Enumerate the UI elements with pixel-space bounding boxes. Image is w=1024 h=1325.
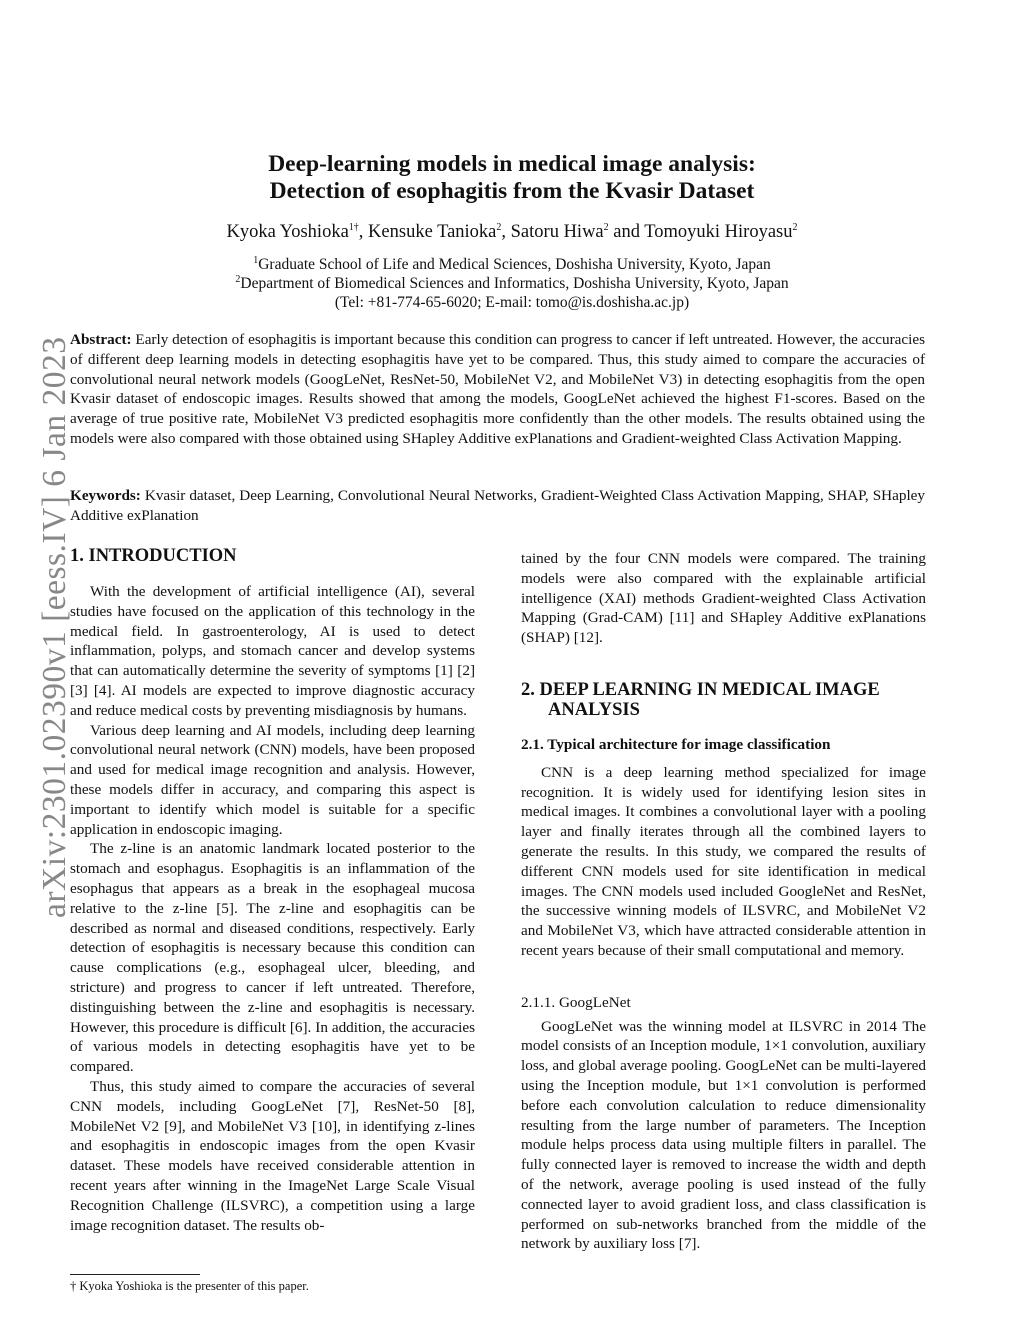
paragraph: Thus, this study aimed to compare the accuracies of several CNN models, including GoogLeNet [7], ResNet-50 [8], MobileNet V2 [9], and MobileNet V3 [10], in identifying z-lines and esophagitis in endoscopic images from the open Kvasir dataset. These models have received considerable attention in recent years after winning in the ImageNet Large Scale Visual Recognition Challenge (ILSVRC), a competition using a large image recognition dataset. The results ob- <box>70 1077 475 1234</box>
footnote-rule <box>70 1274 200 1275</box>
author-name: Kyoka Yoshioka <box>226 222 349 242</box>
paper-title-line-2: Detection of esophagitis from the Kvasir Dataset <box>269 178 755 204</box>
paragraph: With the development of artificial intelligence (AI), several studies have focused on the application of this technology in the medical field. In gastroenterology, AI is used to detect inflammation, polyps, and stomach cancer and develop systems that can automatically determine the severity of symptoms [1] [2] [3] [4]. AI models are expected to improve diagnostic accuracy and reduce medical costs by preventing misdiagnosis by humans. <box>70 583 475 719</box>
author-name: and Tomoyuki Hiroyasu <box>608 222 793 242</box>
paper-title-line-1: Deep-learning models in medical image analysis: <box>268 151 756 177</box>
affiliation-mark: 2 <box>235 273 241 285</box>
abstract <box>70 330 925 449</box>
affiliation-mark: 2 <box>496 221 502 233</box>
paragraph-continued: tained by the four CNN models were compared. The training models were also compared with the explainable artificial intelligence (XAI) methods Gradient-weighted Class Activation Mapping (Grad-CAM) [11] and SHapley Additive exPlanations (SHAP) [12]. <box>521 550 926 647</box>
right-column <box>521 549 926 1254</box>
affiliation-mark: 2 <box>603 221 609 233</box>
author-name: , Kensuke Tanioka <box>358 222 497 242</box>
affiliation-mark: 1† <box>348 221 359 233</box>
arxiv-identifier: arXiv:2301.02390v1 [eess.IV] 6 Jan 2023 <box>36 336 73 918</box>
paragraph: CNN is a deep learning method specialized for image recognition. It is widely used for identifying lesion sites in medical images. It combines a convolutional layer with a pooling layer and finally iterates through all the combined layers to generate the results. In this study, we compared the results of different CNN models used for site identification in medical images. The CNN models used included GoogleNet and ResNet, the successive winning models of ILSVRC, and MobileNet V2 and MobileNet V3, which have attracted considerable attention in recent years because of their small computational and memory. <box>521 763 926 959</box>
author-name: , Satoru Hiwa <box>501 222 604 242</box>
section-heading-deep-learning: 2. DEEP LEARNING IN MEDICAL IMAGE ANALYSIS <box>521 679 880 720</box>
affiliation-2: $^2$Department of Biomedical Sciences and Informatics, Doshisha University, Kyoto, Japan <box>235 273 789 292</box>
paragraph: The z-line is an anatomic landmark located posterior to the stomach and esophagus. Esophagitis is an inflammation of the esophagus that appears as a break in the esophageal mucosa relative to the z-line [5]. The z-line and esophagitis can be described as normal and diseased conditions, respectively. Early detection of esophagitis is necessary because this condition can cause complications (e.g., esophageal ulcer, bleeding, and stricture) and progress to cancer if left untreated. Therefore, distinguishing between the z-line and esophagitis is necessary. However, this procedure is difficult [6]. In addition, the accuracies of various models in detecting esophagitis have yet to be compared. <box>70 840 475 1076</box>
keywords <box>70 486 925 526</box>
subsection-heading: 2.1. Typical architecture for image classification <box>521 735 831 753</box>
keywords-text: Kvasir dataset, Deep Learning, Convolutional Neural Networks, Gradient-Weighted Class Activation Mapping, SHAP, SHapley Additive exPlanation <box>70 487 925 524</box>
section-heading-introduction: 1. INTRODUCTION <box>70 546 237 566</box>
footnote: † Kyoka Yoshioka is the presenter of this paper. <box>70 1279 309 1293</box>
left-column <box>70 546 475 1235</box>
affiliation-mark: 2 <box>792 221 798 233</box>
arxiv-sidebar <box>12 330 73 918</box>
paragraph: GoogLeNet was the winning model at ILSVRC in 2014 The model consists of an Inception module, 1×1 convolution, auxiliary loss, and global average pooling. GoogLeNet can be multi-layered using the Inception module, but 1×1 convolution is performed before each convolution calculation to reduce dimensionality resulting from the large number of parameters. The Inception module helps process data using multiple filters in parallel. The fully connected layer is removed to increase the width and depth of the network, average pooling is used instead of the fully connected layer to avoid gradient loss, and class classification is performed on sub-networks branched from the middle of the network by auxiliary loss [7]. <box>521 1017 926 1253</box>
author-list <box>0 222 1024 243</box>
contact-info: (Tel: +81-774-65-6020; E-mail: tomo@is.doshisha.ac.jp) <box>334 294 690 311</box>
affiliation-1: $^1$Graduate School of Life and Medical Sciences, Doshisha University, Kyoto, Japan <box>253 254 771 273</box>
keywords-label: Keywords: <box>70 487 141 504</box>
paragraph: Various deep learning and AI models, including deep learning convolutional neural network (CNN) models, have been proposed and used for medical image recognition and analysis. However, these models differ in accuracy, and comparing this aspect is important to identify which model is suitable for a specific application in endoscopic imaging. <box>70 721 475 838</box>
abstract-label: Abstract: <box>70 331 132 348</box>
affiliation-mark: 1 <box>253 254 259 266</box>
abstract-text: Early detection of esophagitis is important because this condition can progress to cancer if left untreated. However, the accuracies of different deep learning models in detecting esophagitis have yet to be compared. Thus, this study aimed to compare the accuracies of convolutional neural network models (GoogLeNet, ResNet-50, MobileNet V2, and MobileNet V3) in detecting esophagitis from the open Kvasir dataset of endoscopic images. Results showed that among the models, GoogLeNet achieved the highest F1-scores. Based on the average of true positive rate, MobileNet V3 predicted esophagitis more confidently than the other models. The results obtained using the models were also compared with those obtained using SHapley Additive exPlanations and Gradient-weighted Class Activation Mapping. <box>70 331 925 447</box>
subsubsection-heading: 2.1.1. GoogLeNet <box>521 993 631 1011</box>
